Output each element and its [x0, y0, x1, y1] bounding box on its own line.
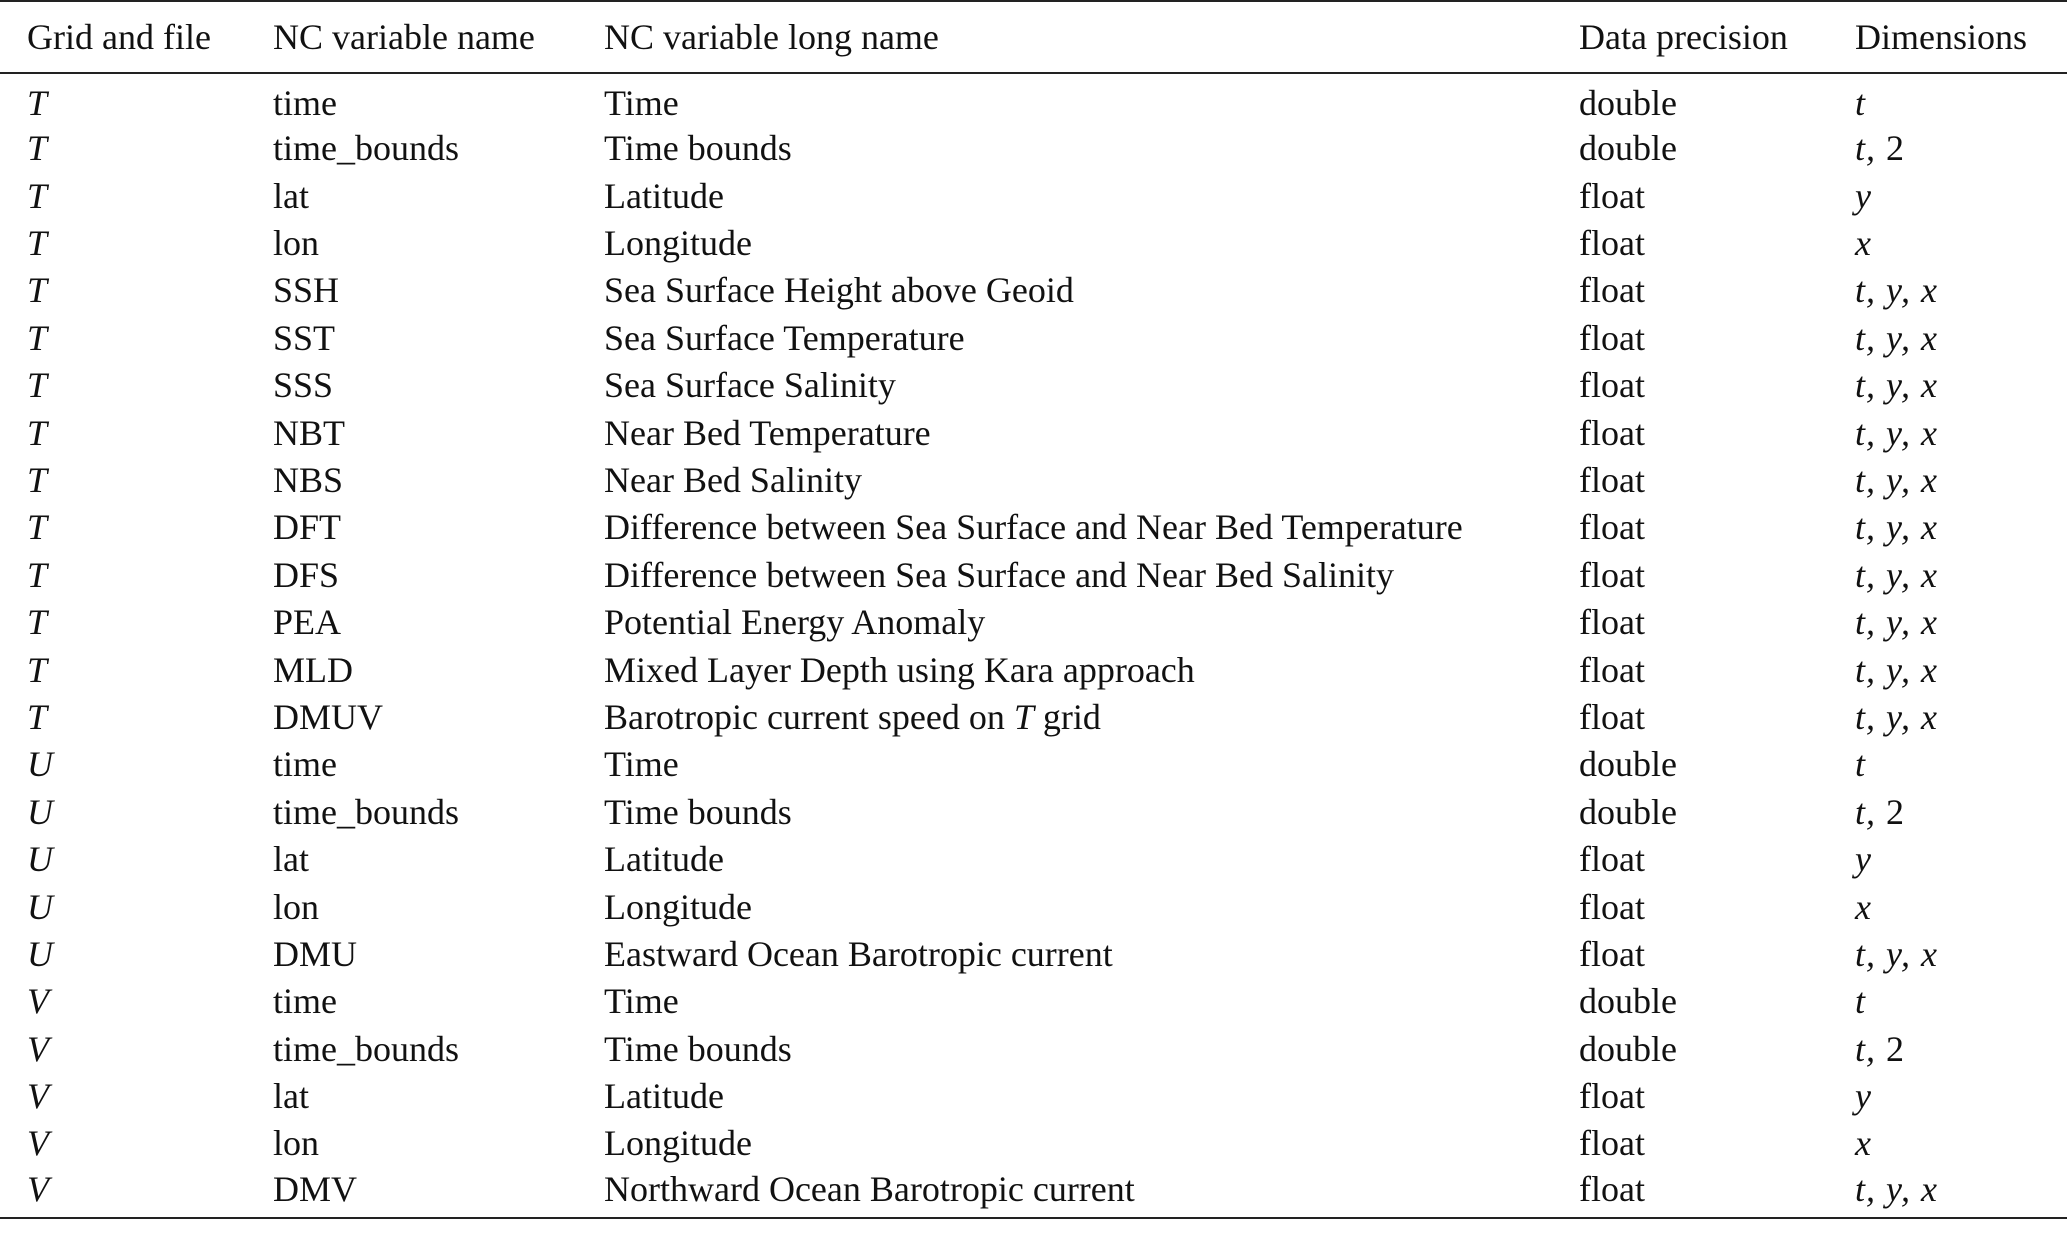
- cell-grid: T: [27, 649, 48, 690]
- cell-dimensions: t, y, x: [1855, 317, 1938, 358]
- cell-long-name: Latitude: [604, 1076, 724, 1117]
- cell-grid: T: [27, 128, 48, 169]
- table-row: [0, 1073, 2067, 1120]
- cell-variable-name: lon: [273, 886, 320, 927]
- cell-grid: T: [27, 270, 48, 311]
- cell-data-precision: double: [1579, 1028, 1677, 1069]
- cell-dimensions: t, y, x: [1855, 696, 1938, 737]
- cell-data-precision: float: [1579, 223, 1645, 264]
- cell-grid: T: [27, 83, 48, 123]
- cell-data-precision: float: [1579, 1168, 1645, 1209]
- cell-grid: T: [27, 602, 48, 643]
- cell-grid: U: [27, 886, 53, 927]
- table-row: [0, 694, 2067, 741]
- cell-data-precision: double: [1579, 83, 1677, 123]
- table-row: [0, 457, 2067, 504]
- cell-variable-name: DMUV: [273, 696, 384, 737]
- cell-long-name: Time bounds: [604, 791, 792, 832]
- cell-data-precision: float: [1579, 696, 1645, 737]
- cell-data-precision: double: [1579, 744, 1677, 785]
- cell-variable-name: lat: [273, 1076, 309, 1117]
- cell-dimensions: t: [1855, 83, 1867, 123]
- cell-dimensions: t, y, x: [1855, 270, 1938, 311]
- table-row: [0, 931, 2067, 978]
- cell-long-name: Barotropic current speed on T grid: [604, 696, 1101, 737]
- cell-variable-name: PEA: [273, 602, 342, 643]
- table-row: [0, 315, 2067, 362]
- cell-data-precision: float: [1579, 460, 1645, 501]
- cell-data-precision: float: [1579, 175, 1645, 216]
- cell-data-precision: float: [1579, 1076, 1645, 1117]
- cell-grid: V: [27, 1168, 49, 1209]
- cell-variable-name: lat: [273, 175, 309, 216]
- cell-dimensions: t, 2: [1855, 791, 1906, 832]
- cell-dimensions: t, y, x: [1855, 412, 1938, 453]
- cell-variable-name: lat: [273, 839, 309, 880]
- cell-dimensions: x: [1855, 223, 1872, 264]
- table-body: [0, 73, 2067, 1218]
- cell-grid: U: [27, 933, 53, 974]
- cell-data-precision: float: [1579, 933, 1645, 974]
- table-row: [0, 125, 2067, 172]
- table-header: [0, 1, 2067, 73]
- header-variable-name: NC variable name: [273, 17, 535, 57]
- cell-data-precision: float: [1579, 365, 1645, 406]
- cell-grid: T: [27, 365, 48, 406]
- cell-grid: V: [27, 981, 49, 1022]
- cell-dimensions: t: [1855, 981, 1867, 1022]
- cell-dimensions: t, y, x: [1855, 602, 1938, 643]
- cell-grid: U: [27, 839, 53, 880]
- cell-variable-name: time_bounds: [273, 1028, 459, 1069]
- cell-data-precision: float: [1579, 649, 1645, 690]
- table-row: [0, 73, 2067, 125]
- cell-long-name: Time: [604, 83, 679, 123]
- cell-dimensions: t: [1855, 744, 1867, 785]
- cell-dimensions: x: [1855, 886, 1872, 927]
- cell-dimensions: t, y, x: [1855, 460, 1938, 501]
- cell-long-name: Time bounds: [604, 128, 792, 169]
- table-row: [0, 646, 2067, 693]
- cell-grid: T: [27, 175, 48, 216]
- table-row: [0, 1026, 2067, 1073]
- cell-variable-name: DFT: [273, 507, 342, 548]
- cell-grid: V: [27, 1076, 49, 1117]
- cell-long-name: Near Bed Salinity: [604, 460, 862, 501]
- cell-variable-name: NBS: [273, 460, 344, 501]
- cell-long-name: Longitude: [604, 886, 752, 927]
- header-long-name: NC variable long name: [604, 17, 939, 57]
- cell-grid: T: [27, 507, 48, 548]
- cell-variable-name: MLD: [273, 649, 353, 690]
- cell-data-precision: float: [1579, 886, 1645, 927]
- cell-grid: U: [27, 791, 53, 832]
- cell-data-precision: float: [1579, 839, 1645, 880]
- cell-long-name: Sea Surface Temperature: [604, 317, 965, 358]
- header-dimensions: Dimensions: [1855, 17, 2028, 57]
- cell-dimensions: y: [1855, 839, 1872, 880]
- table-row: [0, 1120, 2067, 1167]
- cell-dimensions: t, y, x: [1855, 507, 1938, 548]
- cell-variable-name: time: [273, 744, 337, 785]
- header-grid-and-file: Grid and file: [27, 17, 211, 57]
- cell-long-name: Sea Surface Salinity: [604, 365, 896, 406]
- cell-data-precision: float: [1579, 554, 1645, 595]
- cell-dimensions: y: [1855, 175, 1872, 216]
- table-row: [0, 883, 2067, 930]
- cell-grid: T: [27, 554, 48, 595]
- cell-dimensions: y: [1855, 1076, 1872, 1117]
- cell-variable-name: time_bounds: [273, 791, 459, 832]
- table-row: [0, 173, 2067, 220]
- cell-dimensions: t, y, x: [1855, 649, 1938, 690]
- cell-dimensions: t, 2: [1855, 1028, 1906, 1069]
- cell-data-precision: double: [1579, 128, 1677, 169]
- cell-long-name: Longitude: [604, 1123, 752, 1164]
- cell-grid: T: [27, 412, 48, 453]
- cell-long-name: Time: [604, 744, 679, 785]
- table-row: [0, 789, 2067, 836]
- cell-grid: T: [27, 696, 48, 737]
- cell-grid: U: [27, 744, 53, 785]
- cell-long-name: Latitude: [604, 839, 724, 880]
- cell-variable-name: DMV: [273, 1168, 358, 1209]
- cell-variable-name: DFS: [273, 554, 340, 595]
- cell-variable-name: NBT: [273, 412, 345, 453]
- cell-dimensions: t, y, x: [1855, 1168, 1938, 1209]
- cell-data-precision: float: [1579, 412, 1645, 453]
- cell-data-precision: float: [1579, 317, 1645, 358]
- cell-variable-name: DMU: [273, 933, 358, 974]
- table-row: [0, 1168, 2067, 1218]
- cell-variable-name: time: [273, 83, 337, 123]
- cell-long-name: Time bounds: [604, 1028, 792, 1069]
- table-row: [0, 599, 2067, 646]
- header-data-precision: Data precision: [1579, 17, 1788, 57]
- cell-dimensions: t, y, x: [1855, 554, 1938, 595]
- cell-data-precision: float: [1579, 602, 1645, 643]
- cell-dimensions: t, y, x: [1855, 365, 1938, 406]
- cell-grid: T: [27, 460, 48, 501]
- cell-data-precision: float: [1579, 507, 1645, 548]
- cell-long-name: Northward Ocean Barotropic current: [604, 1168, 1135, 1209]
- cell-long-name: Latitude: [604, 175, 724, 216]
- cell-variable-name: SSH: [273, 270, 340, 311]
- cell-variable-name: time_bounds: [273, 128, 459, 169]
- header-row: [0, 1, 2067, 73]
- cell-variable-name: lon: [273, 1123, 320, 1164]
- table-row: [0, 836, 2067, 883]
- cell-grid: T: [27, 317, 48, 358]
- cell-dimensions: t, 2: [1855, 128, 1906, 169]
- cell-grid: T: [27, 223, 48, 264]
- cell-long-name: Longitude: [604, 223, 752, 264]
- table-row: [0, 267, 2067, 314]
- cell-long-name: Difference between Sea Surface and Near Bed Temperature: [604, 507, 1463, 548]
- cell-variable-name: time: [273, 981, 337, 1022]
- cell-long-name: Eastward Ocean Barotropic current: [604, 933, 1113, 974]
- table-row: [0, 220, 2067, 267]
- cell-long-name: Sea Surface Height above Geoid: [604, 270, 1074, 311]
- table-row: [0, 362, 2067, 409]
- cell-grid: V: [27, 1123, 49, 1164]
- cell-long-name: Near Bed Temperature: [604, 412, 931, 453]
- table-row: [0, 552, 2067, 599]
- cell-data-precision: float: [1579, 1123, 1645, 1164]
- table-row: [0, 410, 2067, 457]
- table-row: [0, 504, 2067, 551]
- cell-grid: V: [27, 1028, 49, 1069]
- table-row: [0, 978, 2067, 1025]
- cell-variable-name: SSS: [273, 365, 334, 406]
- cell-dimensions: t, y, x: [1855, 933, 1938, 974]
- cell-data-precision: double: [1579, 981, 1677, 1022]
- cell-long-name: Time: [604, 981, 679, 1022]
- cell-variable-name: lon: [273, 223, 320, 264]
- cell-long-name: Mixed Layer Depth using Kara approach: [604, 649, 1195, 690]
- cell-variable-name: SST: [273, 317, 336, 358]
- cell-long-name: Difference between Sea Surface and Near Bed Salinity: [604, 554, 1394, 595]
- table-row: [0, 741, 2067, 788]
- cell-data-precision: double: [1579, 791, 1677, 832]
- cell-data-precision: float: [1579, 270, 1645, 311]
- cell-dimensions: x: [1855, 1123, 1872, 1164]
- cell-long-name: Potential Energy Anomaly: [604, 602, 986, 643]
